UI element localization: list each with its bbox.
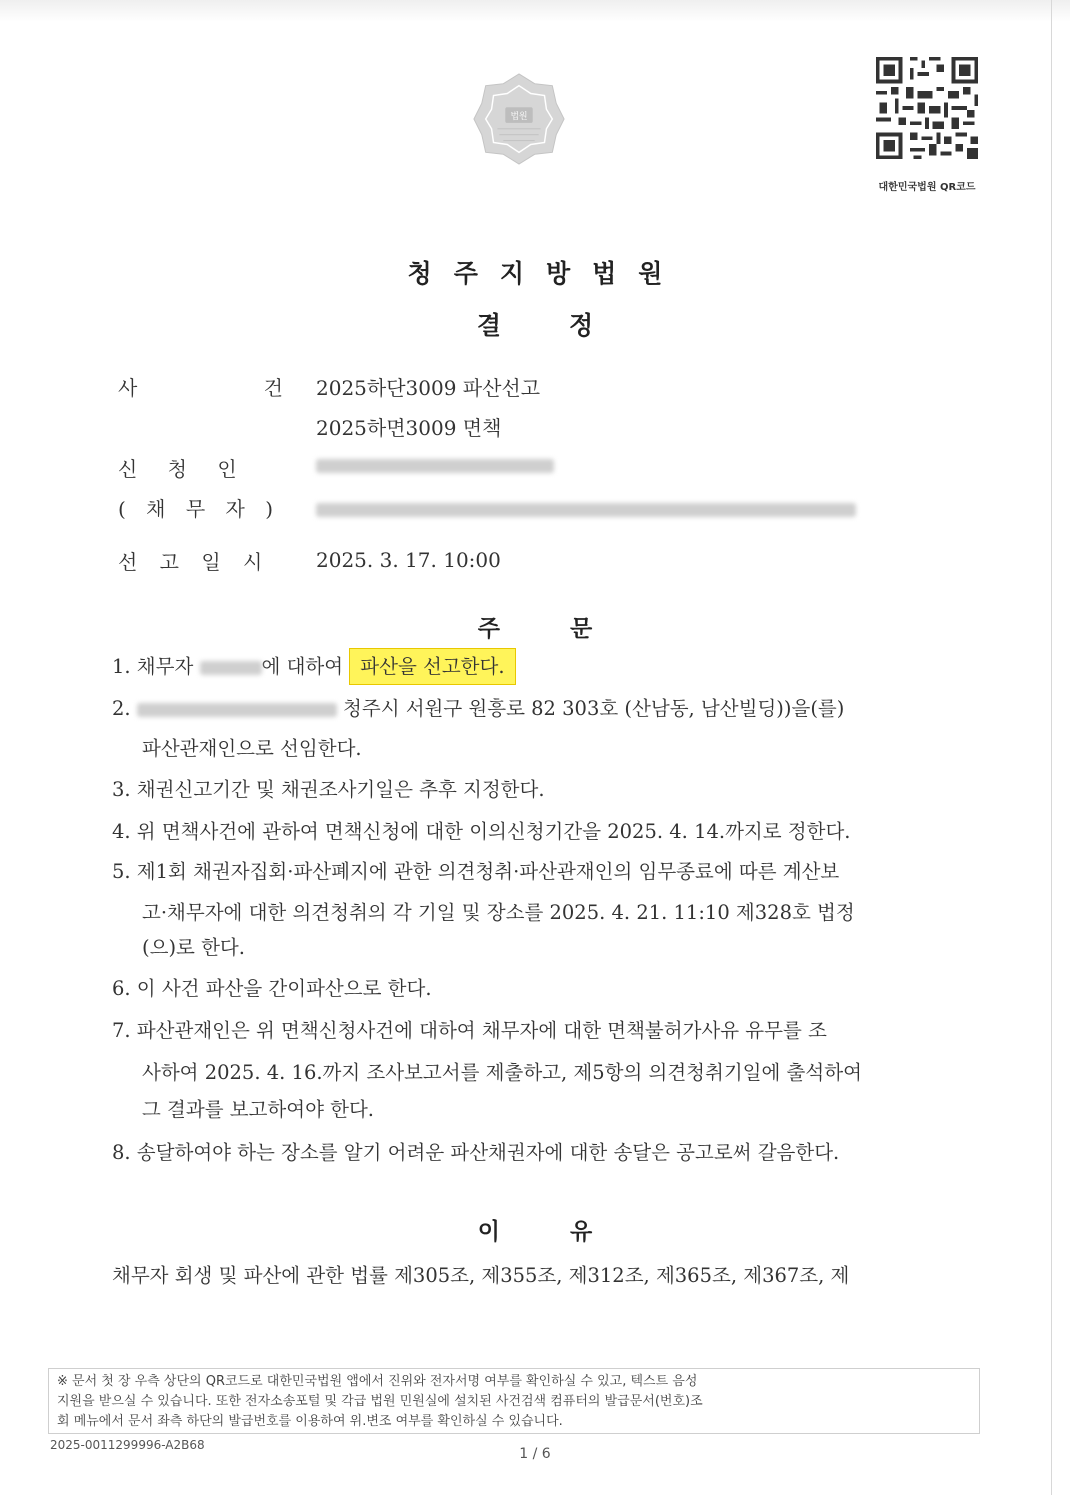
reason-heading: 이유 — [477, 1218, 663, 1245]
order-item-3: 3. 채권신고기간 및 채권조사기일은 추후 지정한다. — [112, 778, 545, 801]
page-edge — [1051, 0, 1052, 1495]
qr-code[interactable] — [872, 52, 982, 164]
case-label: 사 건 — [118, 376, 343, 400]
redacted-trustee-info — [137, 703, 337, 717]
order-item-5-line3: (으)로 한다. — [142, 936, 245, 959]
highlighted-ruling: 파산을 선고한다. — [349, 648, 515, 685]
court-seal-logo — [470, 70, 568, 168]
page-number: 1 / 6 — [519, 1446, 551, 1462]
redacted-applicant-address — [316, 503, 856, 517]
order-item-1-mid: 에 대하여 — [261, 655, 344, 678]
redacted-debtor-name — [200, 661, 262, 675]
decision-date-label: 선 고 일 시 — [118, 550, 271, 574]
verification-notice — [48, 1368, 980, 1434]
order-item-1-prefix: 1. 채무자 — [112, 655, 194, 678]
debtor-label: ( 채 무 자 ) — [118, 497, 280, 521]
order-item-4: 4. 위 면책사건에 관하여 면책신청에 대한 이의신청기간을 2025. 4. 14.까지로 정한다. — [112, 820, 851, 843]
case-number-bankruptcy: 2025하단3009 파산선고 — [316, 376, 541, 400]
qr-caption: 대한민국법원 QR코드 — [878, 182, 976, 193]
redacted-applicant-id — [316, 459, 554, 473]
order-item-2-text: 청주시 서원구 원흥로 82 303호 (산남동, 남산빌딩))을(를) — [343, 697, 845, 720]
issue-number: 2025-0011299996-A2B68 — [50, 1438, 205, 1452]
scan-shadow — [0, 0, 1070, 22]
order-item-5-line1: 5. 제1회 채권자집회·파산폐지에 관한 의견청취·파산관재인의 임무종료에 따른 계산보 — [112, 860, 840, 883]
decision-date-value: 2025. 3. 17. 10:00 — [316, 548, 501, 572]
seal-text: 법원 — [510, 112, 528, 122]
notice-line-3: 회 메뉴에서 문서 좌측 하단의 발급번호를 이용하여 위.변조 여부를 확인하실 수 있습니다. — [57, 1414, 563, 1429]
case-number-discharge: 2025하면3009 면책 — [316, 416, 502, 440]
order-item-7-line2: 사하여 2025. 4. 16.까지 조사보고서를 제출하고, 제5항의 의견청취기일에 출석하여 — [142, 1061, 862, 1084]
notice-line-1: ※ 문서 첫 장 우측 상단의 QR코드로 대한민국법원 앱에서 진위와 전자서명 여부를 확인하실 수 있고, 텍스트 음성 — [57, 1374, 698, 1389]
document-type: 결정 — [476, 311, 662, 340]
notice-line-2: 지원을 받으실 수 있습니다. 또한 전자소송포털 및 각급 법원 민원실에 설치된 사건검색 컴퓨터의 발급문서(번호)조 — [57, 1394, 703, 1409]
order-item-2 — [112, 693, 844, 721]
applicant-label: 신 청 인 — [118, 457, 249, 481]
order-item-6: 6. 이 사건 파산을 간이파산으로 한다. — [112, 977, 432, 1000]
order-item-1 — [112, 651, 516, 679]
main-order-heading: 주문 — [477, 615, 663, 642]
order-item-7-line3: 그 결과를 보고하여야 한다. — [142, 1098, 375, 1121]
order-item-8: 8. 송달하여야 하는 장소를 알기 어려운 파산채권자에 대한 송달은 공고로써 갈음한다. — [112, 1141, 840, 1164]
reason-text: 채무자 회생 및 파산에 관한 법률 제305조, 제355조, 제312조, 제365조, 제367조, 제 — [112, 1264, 850, 1287]
order-item-2-prefix: 2. — [112, 697, 131, 720]
court-name: 청주지방법원 — [407, 259, 685, 288]
order-item-5-line2: 고·채무자에 대한 의견청취의 각 기일 및 장소를 2025. 4. 21. 11:10 제328호 법정 — [142, 901, 855, 924]
order-item-2-cont: 파산관재인으로 선임한다. — [142, 737, 362, 760]
order-item-7-line1: 7. 파산관재인은 위 면책신청사건에 대하여 채무자에 대한 면책불허가사유 유무를 조 — [112, 1019, 827, 1042]
